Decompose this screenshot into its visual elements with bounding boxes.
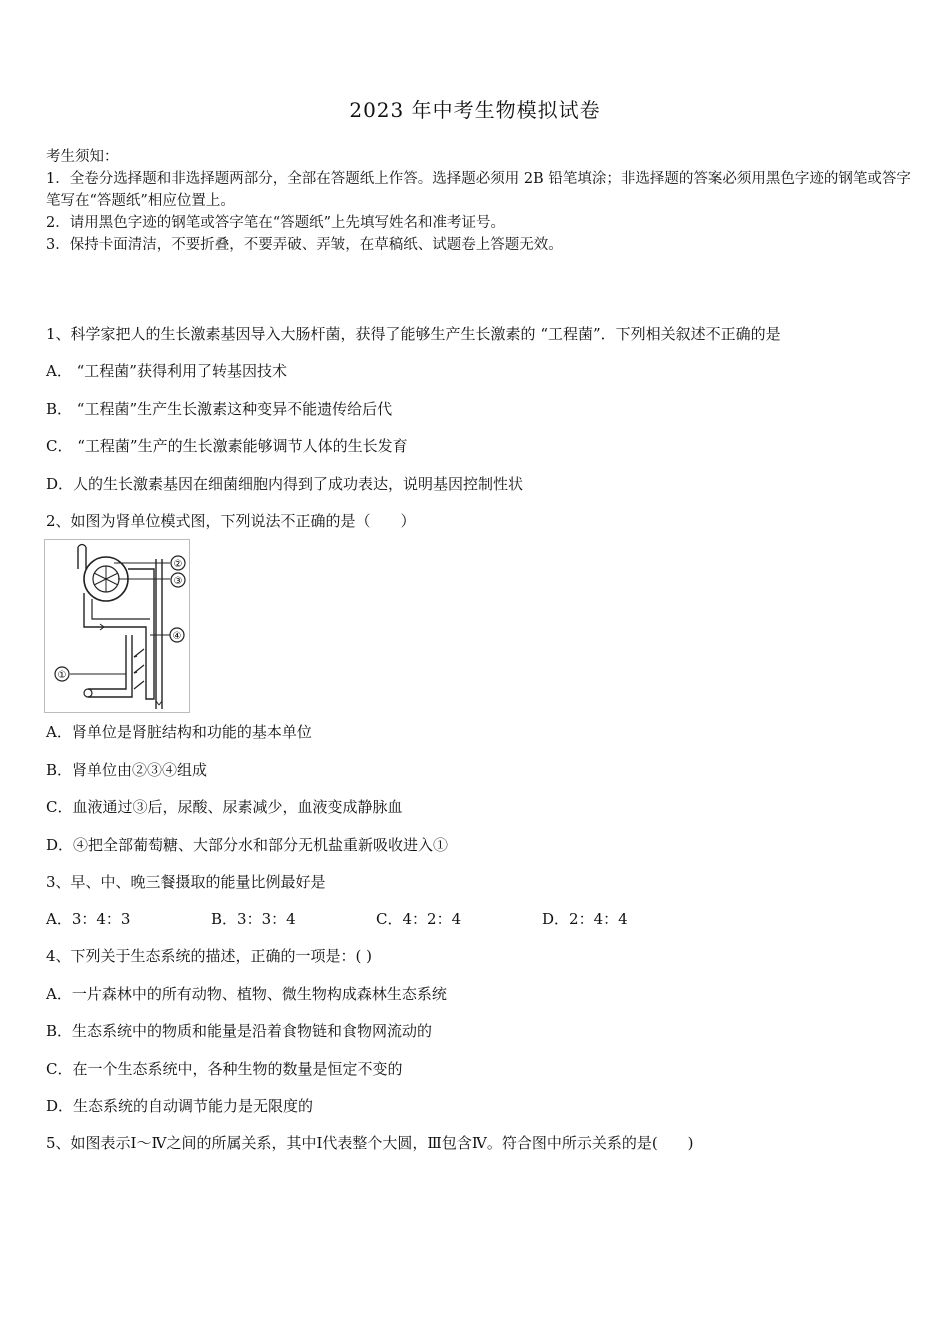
- question-2-stem: 2、如图为肾单位模式图，下列说法不正确的是（ ）: [46, 512, 416, 530]
- figure-label-1: ①: [57, 670, 67, 681]
- question-1-option-d: D．人的生长激素基因在细菌细胞内得到了成功表达，说明基因控制性状: [46, 475, 524, 493]
- exam-notice: [46, 146, 916, 256]
- question-4-stem: 4、下列关于生态系统的描述，正确的一项是：( ): [46, 947, 373, 965]
- question-2-option-c: C．血液通过③后，尿酸、尿素减少，血液变成静脉血: [46, 798, 403, 816]
- notice-heading: 考生须知：: [46, 149, 119, 165]
- question-3-stem: 3、早、中、晚三餐摄取的能量比例最好是: [46, 873, 326, 891]
- figure-label-3: ③: [173, 576, 183, 587]
- nephron-diagram: [44, 539, 190, 713]
- question-3-option-b: B．3：3：4: [211, 910, 296, 928]
- question-4-option-c: C．在一个生态系统中，各种生物的数量是恒定不变的: [46, 1060, 403, 1078]
- question-2-option-d: D．④把全部葡萄糖、大部分水和部分无机盐重新吸收进入①: [46, 836, 449, 854]
- question-4-option-a: A．一片森林中的所有动物、植物、微生物构成森林生态系统: [46, 985, 447, 1003]
- question-3-option-c: C．4：2：4: [376, 910, 462, 928]
- notice-item: 1．全卷分选择题和非选择题两部分，全部在答题纸上作答。选择题必须用 2B 铅笔填涂；非选择题的答案必须用黑色字迹的钢笔或答字笔写在“答题纸”相应位置上。: [46, 171, 911, 209]
- question-4-option-d: D．生态系统的自动调节能力是无限度的: [46, 1097, 314, 1115]
- question-3-options: [46, 908, 628, 930]
- question-5-stem: 5、如图表示Ⅰ～Ⅳ之间的所属关系，其中Ⅰ代表整个大圆，Ⅲ包含Ⅳ。符合图中所示关系的是( ): [46, 1134, 694, 1152]
- question-1-option-c: C． “工程菌”生产的生长激素能够调节人体的生长发育: [46, 437, 408, 455]
- nephron-diagram-svg: [44, 539, 190, 713]
- question-2-option-a: A．肾单位是肾脏结构和功能的基本单位: [46, 723, 312, 741]
- question-2-option-b: B．肾单位由②③④组成: [46, 761, 208, 779]
- question-1-stem: 1、科学家把人的生长激素基因导入大肠杆菌，获得了能够生产生长激素的 “工程菌”．下列相关叙述不正确的是: [46, 325, 781, 343]
- figure-label-4: ④: [172, 631, 182, 642]
- notice-item: 2．请用黑色字迹的钢笔或答字笔在“答题纸”上先填写姓名和准考证号。: [46, 215, 506, 231]
- question-1-option-a: A． “工程菌”获得利用了转基因技术: [46, 362, 287, 380]
- question-3-option-d: D．2：4：4: [542, 910, 628, 928]
- question-4-option-b: B．生态系统中的物质和能量是沿着食物链和食物网流动的: [46, 1022, 433, 1040]
- question-3-option-a: A．3：4：3: [46, 910, 131, 928]
- question-1-option-b: B． “工程菌”生产生长激素这种变异不能遗传给后代: [46, 400, 393, 418]
- figure-label-2: ②: [173, 559, 183, 570]
- notice-item: 3．保持卡面清洁，不要折叠，不要弄破、弄皱，在草稿纸、试题卷上答题无效。: [46, 237, 563, 253]
- page-title: 2023 年中考生物模拟试卷: [349, 98, 601, 122]
